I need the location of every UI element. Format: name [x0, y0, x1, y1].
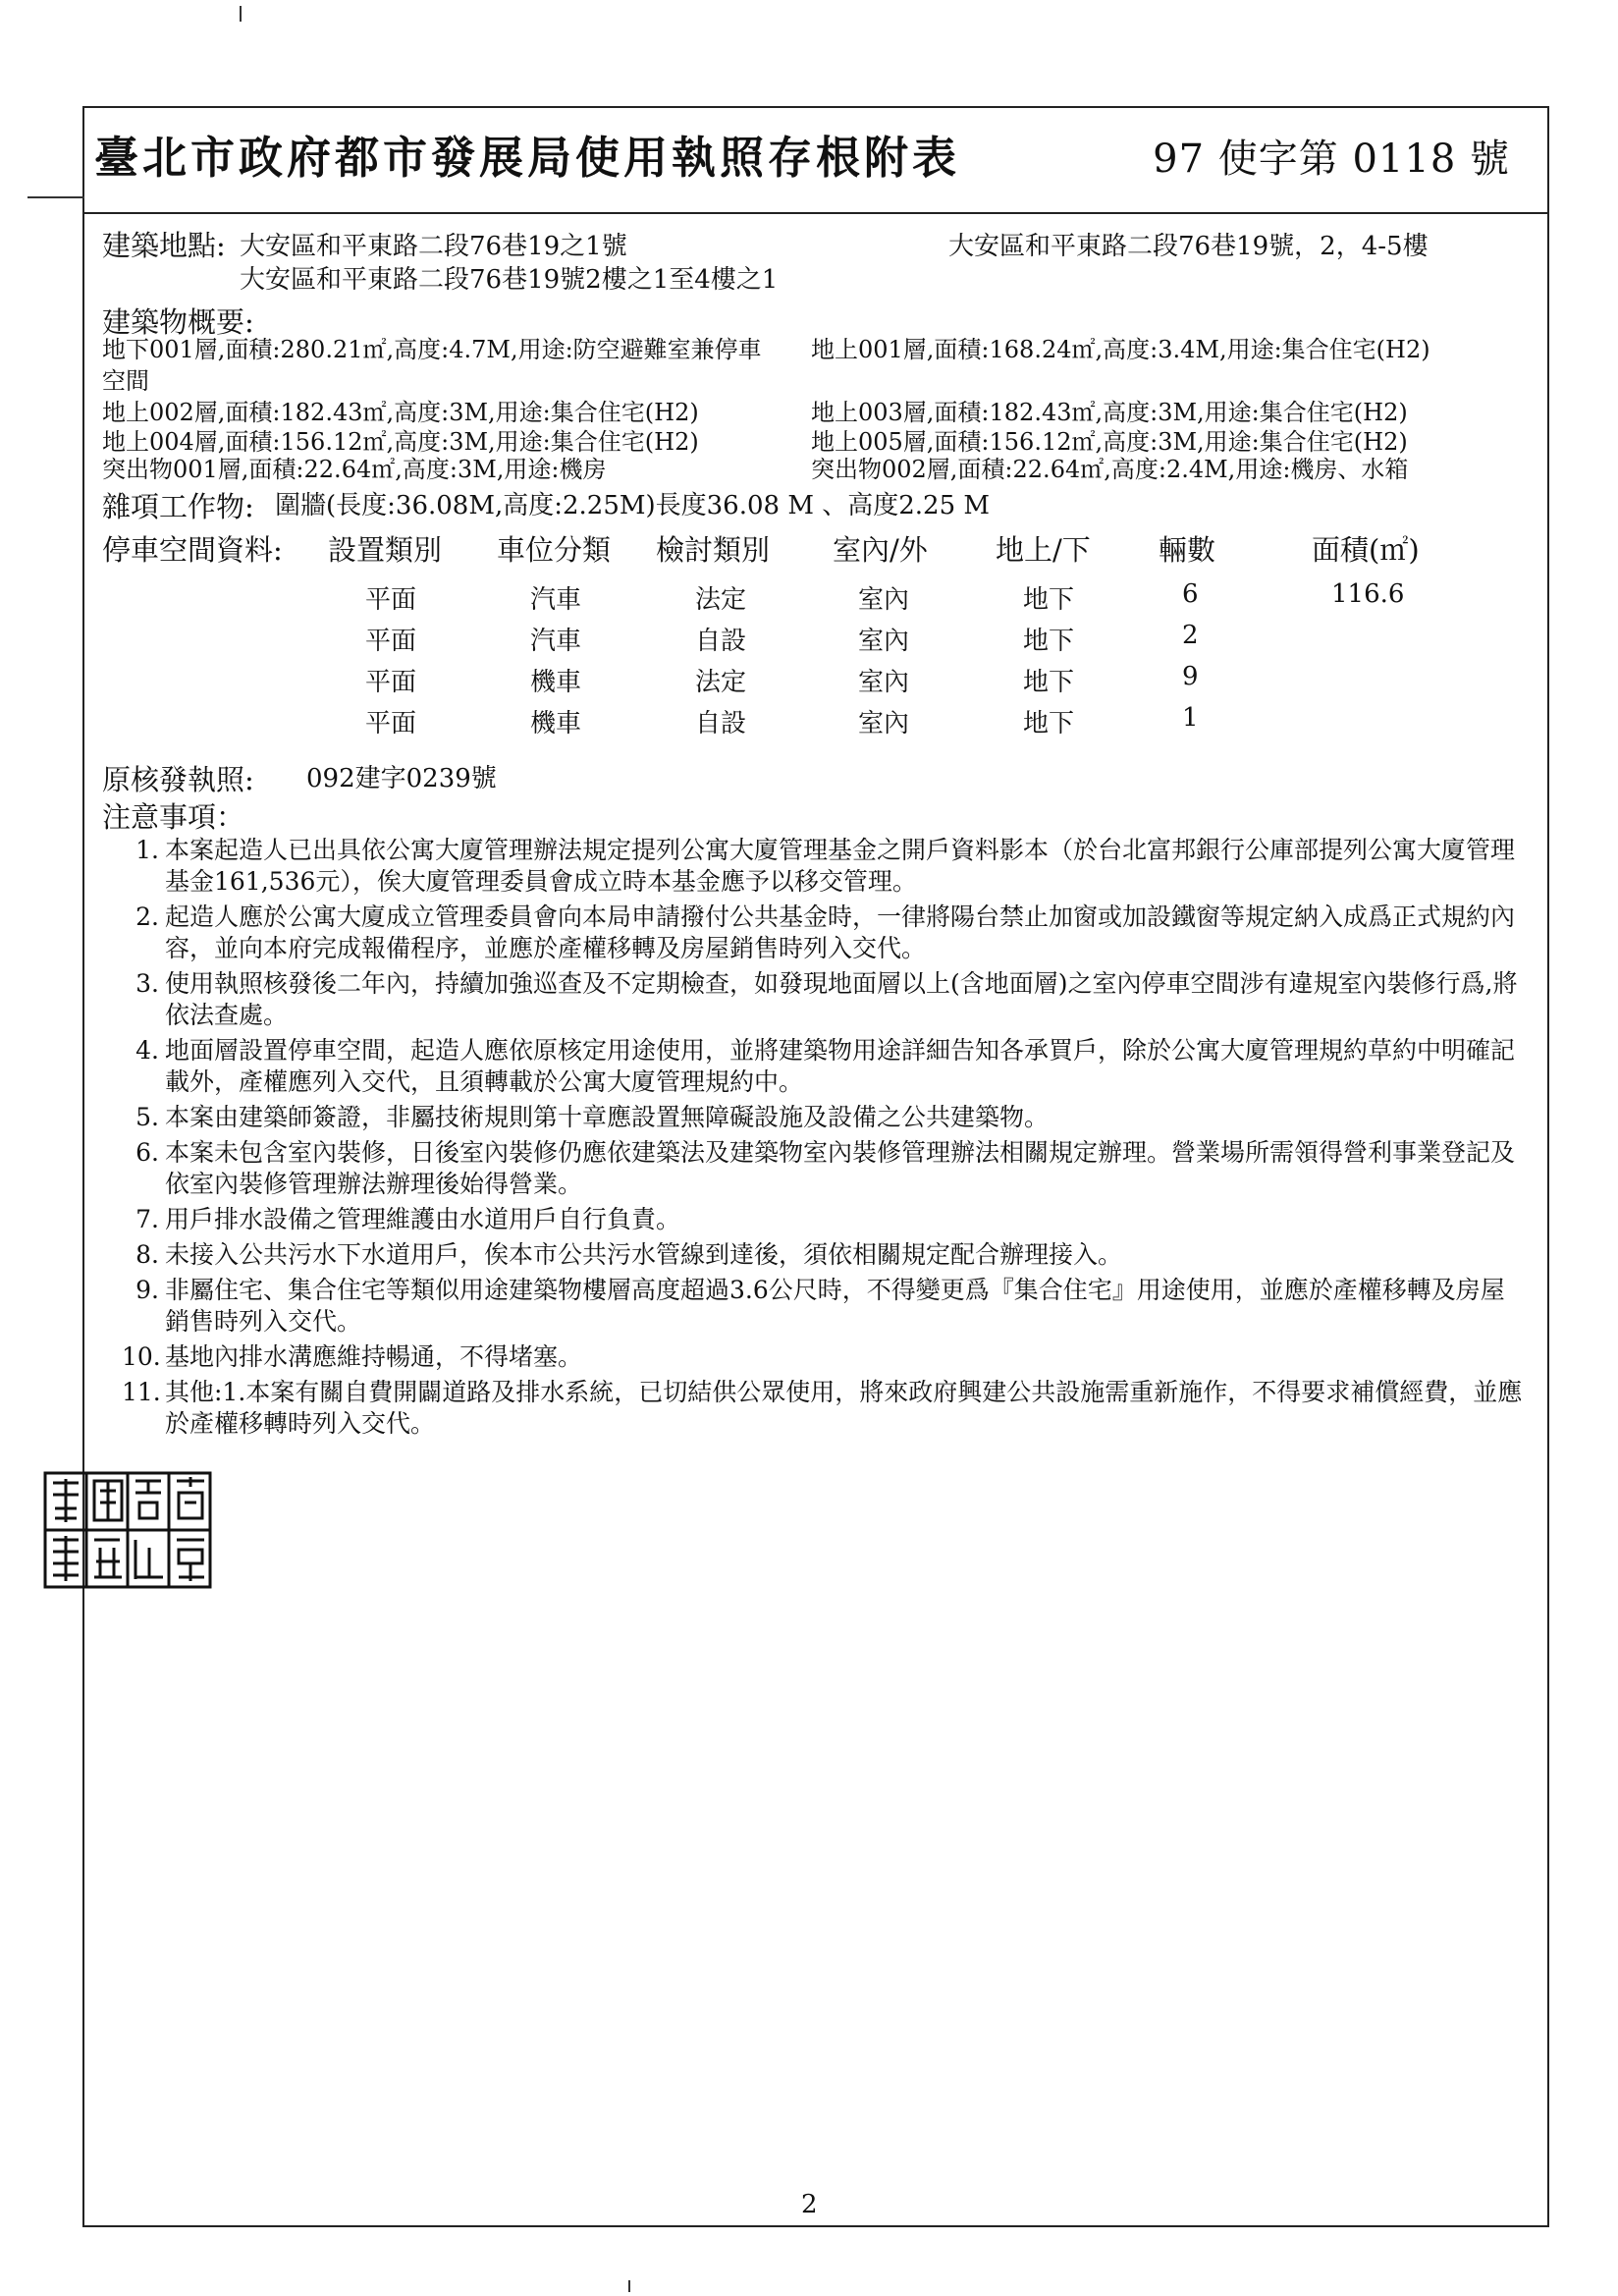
note-text: 使用執照核發後二年內，持續加強巡查及不定期檢查，如發現地面層以上(含地面層)之室內停車空間涉有違規室內裝修行爲,將依法查處。 — [165, 969, 1518, 1029]
parking-col-type: 設置類別 — [328, 533, 443, 567]
title-separator — [82, 212, 1549, 214]
notes-label: 注意事項： — [102, 800, 245, 834]
note-text: 地面層設置停車空間，起造人應依原核定用途使用，並將建築物用途詳細告知各承買戶，除於公寓大廈管理規約草約中明確記載外，產權應列入交代，且須轉載於公寓大廈管理規約中。 — [165, 1036, 1516, 1096]
table-cell: 汽車 — [530, 627, 582, 656]
parking-col-vehicle: 車位分類 — [497, 533, 612, 567]
address-line-1-right: 大安區和平東路二段76巷19號，2，4-5樓 — [948, 232, 1429, 261]
overview-row2-right: 地上003層,面積:182.43㎡,高度:3M,用途:集合住宅(H2) — [811, 399, 1408, 426]
table-row — [0, 703, 1618, 738]
misc-works-label: 雜項工作物: — [102, 490, 254, 523]
overview-label: 建築物概要: — [102, 305, 254, 339]
overview-row3-left: 地上004層,面積:156.12㎡,高度:3M,用途:集合住宅(H2) — [102, 428, 699, 456]
notes-list — [122, 835, 1526, 1444]
note-number: 5. — [135, 1103, 159, 1131]
table-row — [0, 579, 1618, 615]
table-cell: 平面 — [365, 709, 417, 738]
table-cell: 機車 — [530, 709, 582, 738]
list-item — [122, 1275, 1526, 1338]
note-text: 基地內排水溝應維持暢通，不得堵塞。 — [165, 1342, 583, 1371]
table-cell: 法定 — [695, 585, 747, 615]
address-line-2: 大安區和平東路二段76巷19號2樓之1至4樓之1 — [240, 265, 779, 295]
permit-number: 97 使字第 0118 號 — [1153, 137, 1510, 182]
table-row — [0, 621, 1618, 656]
list-item — [122, 1204, 1526, 1235]
table-cell: 1 — [1182, 703, 1199, 733]
note-text: 未接入公共污水下水道用戶，俟本市公共污水管線到達後，須依相關規定配合辦理接入。 — [165, 1240, 1123, 1269]
overview-row2-left: 地上002層,面積:182.43㎡,高度:3M,用途:集合住宅(H2) — [102, 399, 699, 426]
parking-col-count: 輛數 — [1159, 533, 1216, 567]
table-row — [0, 662, 1618, 697]
overview-b1-left: 地下001層,面積:280.21㎡,高度:4.7M,用途:防空避難室兼停車 — [102, 336, 762, 363]
parking-col-level: 地上/下 — [996, 533, 1091, 567]
seal-stamp-icon — [41, 1469, 214, 1591]
original-permit-label: 原核發執照: — [102, 763, 254, 796]
note-number: 8. — [135, 1240, 159, 1269]
note-number: 9. — [135, 1276, 159, 1304]
table-cell: 9 — [1182, 662, 1199, 691]
table-cell: 地下 — [1023, 585, 1075, 615]
address-label: 建築地點: — [102, 229, 226, 262]
overview-row3-right: 地上005層,面積:156.12㎡,高度:3M,用途:集合住宅(H2) — [811, 428, 1408, 456]
table-cell: 室內 — [858, 709, 910, 738]
note-text: 本案由建築師簽證，非屬技術規則第十章應設置無障礙設施及設備之公共建築物。 — [165, 1103, 1050, 1131]
table-cell: 地下 — [1023, 627, 1075, 656]
table-cell: 地下 — [1023, 668, 1075, 697]
note-text: 本案未包含室內裝修，日後室內裝修仍應依建築法及建築物室內裝修管理辦法相關規定辦理。營業場所需領得營利事業登記及依室內裝修管理辦法辦理後始得營業。 — [165, 1138, 1516, 1198]
table-cell: 室內 — [858, 585, 910, 615]
list-item — [122, 1377, 1526, 1440]
note-number: 7. — [135, 1205, 159, 1233]
misc-works-value: 圍牆(長度:36.08M,高度:2.25M)長度36.08 M 、高度2.25 M — [275, 491, 991, 520]
document-title: 臺北市政府都市發展局使用執照存根附表 — [94, 132, 961, 184]
list-item — [122, 968, 1526, 1031]
table-cell: 室內 — [858, 627, 910, 656]
table-cell: 平面 — [365, 668, 417, 697]
note-number: 2. — [135, 902, 159, 931]
note-number: 11. — [122, 1378, 161, 1406]
original-permit-value: 092建字0239號 — [306, 764, 497, 793]
parking-col-indoor: 室內/外 — [833, 533, 928, 567]
note-number: 1. — [135, 836, 159, 864]
list-item — [122, 835, 1526, 898]
note-number: 3. — [135, 969, 159, 998]
table-cell: 機車 — [530, 668, 582, 697]
overview-b1-right: 地上001層,面積:168.24㎡,高度:3.4M,用途:集合住宅(H2) — [811, 336, 1430, 363]
table-cell: 法定 — [695, 668, 747, 697]
list-item — [122, 1341, 1526, 1373]
left-margin-mark — [27, 196, 84, 198]
table-cell: 平面 — [365, 585, 417, 615]
note-text: 用戶排水設備之管理維護由水道用戶自行負責。 — [165, 1205, 681, 1233]
overview-row4-left: 突出物001層,面積:22.64㎡,高度:3M,用途:機房 — [102, 456, 607, 483]
note-number: 6. — [135, 1138, 159, 1167]
note-text: 其他:1.本案有關自費開闢道路及排水系統，已切結供公眾使用，將來政府興建公共設施需重新施作，不得要求補償經費，並應於產權移轉時列入交代。 — [165, 1378, 1523, 1438]
parking-col-area: 面積(㎡) — [1312, 533, 1420, 567]
note-number: 4. — [135, 1036, 159, 1065]
page-number: 2 — [801, 2190, 818, 2219]
note-number: 10. — [122, 1342, 161, 1371]
list-item — [122, 902, 1526, 964]
table-cell: 116.6 — [1331, 579, 1405, 609]
top-margin-mark — [240, 6, 242, 22]
parking-header-row — [0, 528, 1618, 568]
table-cell: 汽車 — [530, 585, 582, 615]
table-cell: 自設 — [695, 709, 747, 738]
list-item — [122, 1137, 1526, 1200]
overview-row4-right: 突出物002層,面積:22.64㎡,高度:2.4M,用途:機房、水箱 — [811, 456, 1409, 483]
table-cell: 2 — [1182, 621, 1199, 650]
list-item — [122, 1239, 1526, 1271]
table-cell: 平面 — [365, 627, 417, 656]
note-text: 本案起造人已出具依公寓大廈管理辦法規定提列公寓大廈管理基金之開戶資料影本（於台北富邦銀行公庫部提列公寓大廈管理基金161,536元），俟大廈管理委員會成立時本基金應予以移交管理。 — [165, 836, 1516, 896]
table-cell: 自設 — [695, 627, 747, 656]
note-text: 非屬住宅、集合住宅等類似用途建築物樓層高度超過3.6公尺時，不得變更爲『集合住宅』用途使用，並應於產權移轉及房屋銷售時列入交代。 — [165, 1276, 1505, 1336]
bottom-margin-mark — [628, 2280, 630, 2292]
overview-b1-continued: 空間 — [102, 367, 149, 395]
table-cell: 6 — [1182, 579, 1199, 609]
address-line-1: 大安區和平東路二段76巷19之1號 — [240, 232, 627, 261]
list-item — [122, 1102, 1526, 1133]
table-cell: 室內 — [858, 668, 910, 697]
parking-col-review: 檢討類別 — [656, 533, 771, 567]
parking-label: 停車空間資料: — [102, 533, 283, 567]
list-item — [122, 1035, 1526, 1098]
note-text: 起造人應於公寓大廈成立管理委員會向本局申請撥付公共基金時，一律將陽台禁止加窗或加設鐵窗等規定納入成爲正式規約內容，並向本府完成報備程序，並應於產權移轉及房屋銷售時列入交代。 — [165, 902, 1516, 962]
table-cell: 地下 — [1023, 709, 1075, 738]
